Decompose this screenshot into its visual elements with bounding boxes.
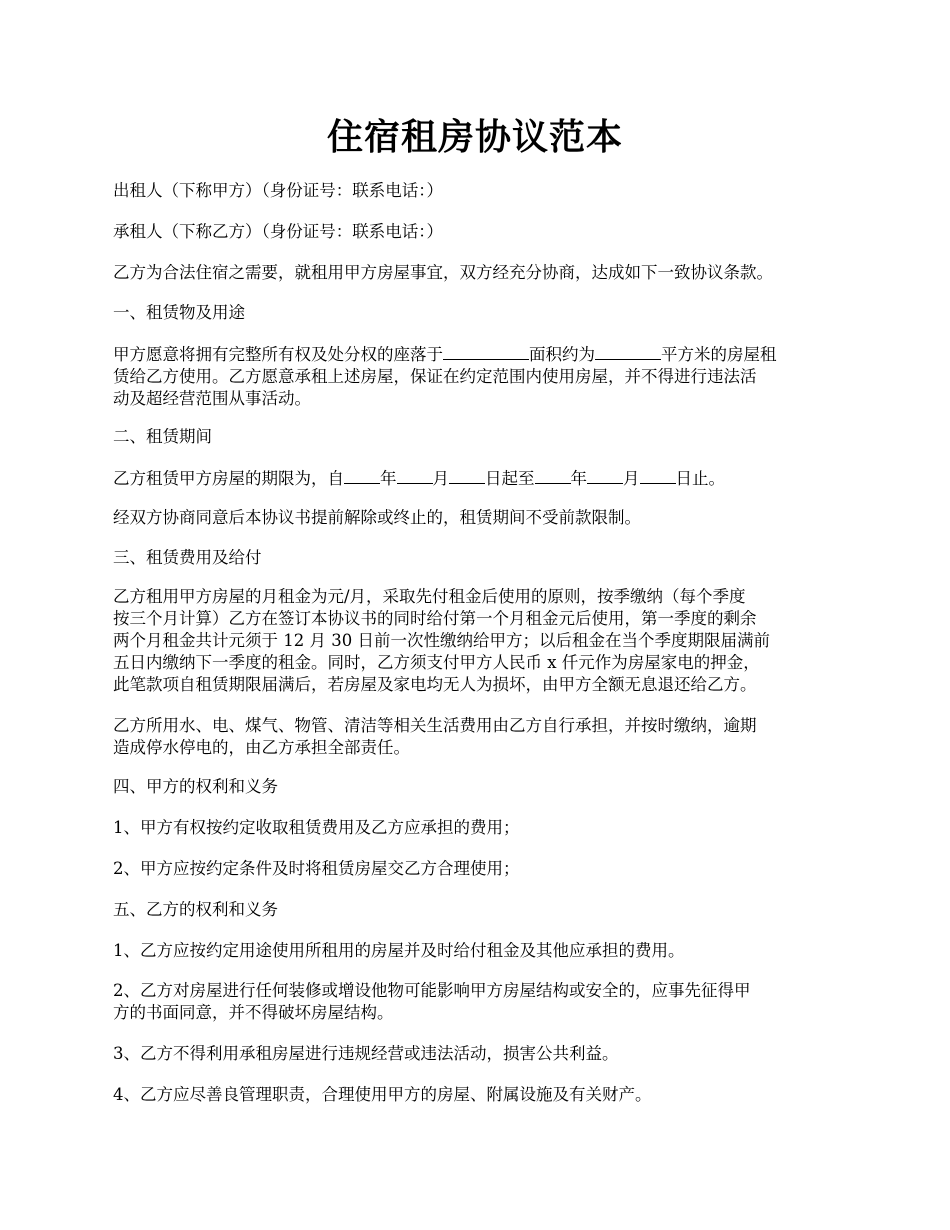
start-month-blank bbox=[397, 466, 433, 484]
party-a-line: 出租人（下称甲方）（身份证号：联系电话：） bbox=[113, 181, 443, 200]
section-3-heading: 三、租赁费用及给付 bbox=[113, 548, 262, 567]
start-year-blank bbox=[344, 466, 380, 484]
lessor-item-1: 1、甲方有权按约定收取租赁费用及乙方应承担的费用； bbox=[113, 818, 520, 837]
lessee-item-1: 1、乙方应按约定用途使用所租用的房屋并及时给付租金及其他应承担的费用。 bbox=[113, 941, 685, 960]
address-blank bbox=[443, 342, 529, 360]
start-day-blank bbox=[449, 466, 485, 484]
section-4-heading: 四、甲方的权利和义务 bbox=[113, 777, 278, 796]
utilities-paragraph: 乙方所用水、电、煤气、物管、清洁等相关生活费用由乙方自行承担，并按时缴纳，逾期 造成停水停电的，由乙方承担全部责任。 bbox=[113, 716, 757, 757]
section-1-heading: 一、租赁物及用途 bbox=[113, 303, 245, 322]
document-title: 住宿租房协议范本 bbox=[326, 116, 623, 158]
end-day-blank bbox=[640, 466, 676, 484]
lessee-item-3: 3、乙方不得利用承租房屋进行违规经营或违法活动，损害公共利益。 bbox=[113, 1044, 619, 1063]
end-month-blank bbox=[587, 466, 623, 484]
party-b-line: 承租人（下称乙方）（身份证号：联系电话：） bbox=[113, 222, 443, 241]
lessee-item-2: 2、乙方对房屋进行任何装修或增设他物可能影响甲方房屋结构或安全的，应事先征得甲 方的书面同意，并不得破坏房屋结构。 bbox=[113, 981, 751, 1022]
intro-paragraph: 乙方为合法住宿之需要，就租用甲方房屋事宜，双方经充分协商，达成如下一致协议条款。 bbox=[113, 263, 773, 282]
end-year-blank bbox=[535, 466, 571, 484]
lease-period-line: 乙方租赁甲方房屋的期限为，自 年 月 日起至 年 月 日止。 bbox=[113, 466, 873, 490]
lessor-item-2: 2、甲方应按约定条件及时将租赁房屋交乙方合理使用； bbox=[113, 859, 520, 878]
early-termination-line: 经双方协商同意后本协议书提前解除或终止的，租赁期间不受前款限制。 bbox=[113, 508, 641, 527]
section-5-heading: 五、乙方的权利和义务 bbox=[113, 900, 278, 919]
rent-payment-paragraph: 乙方租用甲方房屋的月租金为元/月，采取先付租金后使用的原则，按季缴纳（每个季度 按三个月计算）乙方在签订本协议书的同时给付第一个月租金元后使用，第一季度的剩余 两个月租金共计元须于 12 月 30 日前一次性缴纳给甲方；以后租金在当个季度期限届满前 五日内缴纳下一季度的租金。同时，乙方须支付甲方人民币 x 仟元作为房屋家电的押金， 此笔款项自租赁期限届满后，若房屋及家电均无人为损坏，由甲方全额无息退还给乙方。 bbox=[113, 587, 770, 694]
section-2-heading: 二、租赁期间 bbox=[113, 427, 212, 446]
area-blank bbox=[595, 342, 661, 360]
lessee-item-4: 4、乙方应尽善良管理职责，合理使用甲方的房屋、附属设施及有关财产。 bbox=[113, 1085, 652, 1104]
section-1-paragraph: 甲方愿意将拥有完整所有权及处分权的座落于 面积约为 平方米的房屋租 赁给乙方使用。乙方愿意承租上述房屋，保证在约定范围内使用房屋，并不得进行违法活 动及超经营范围从事活动。 bbox=[113, 342, 853, 410]
